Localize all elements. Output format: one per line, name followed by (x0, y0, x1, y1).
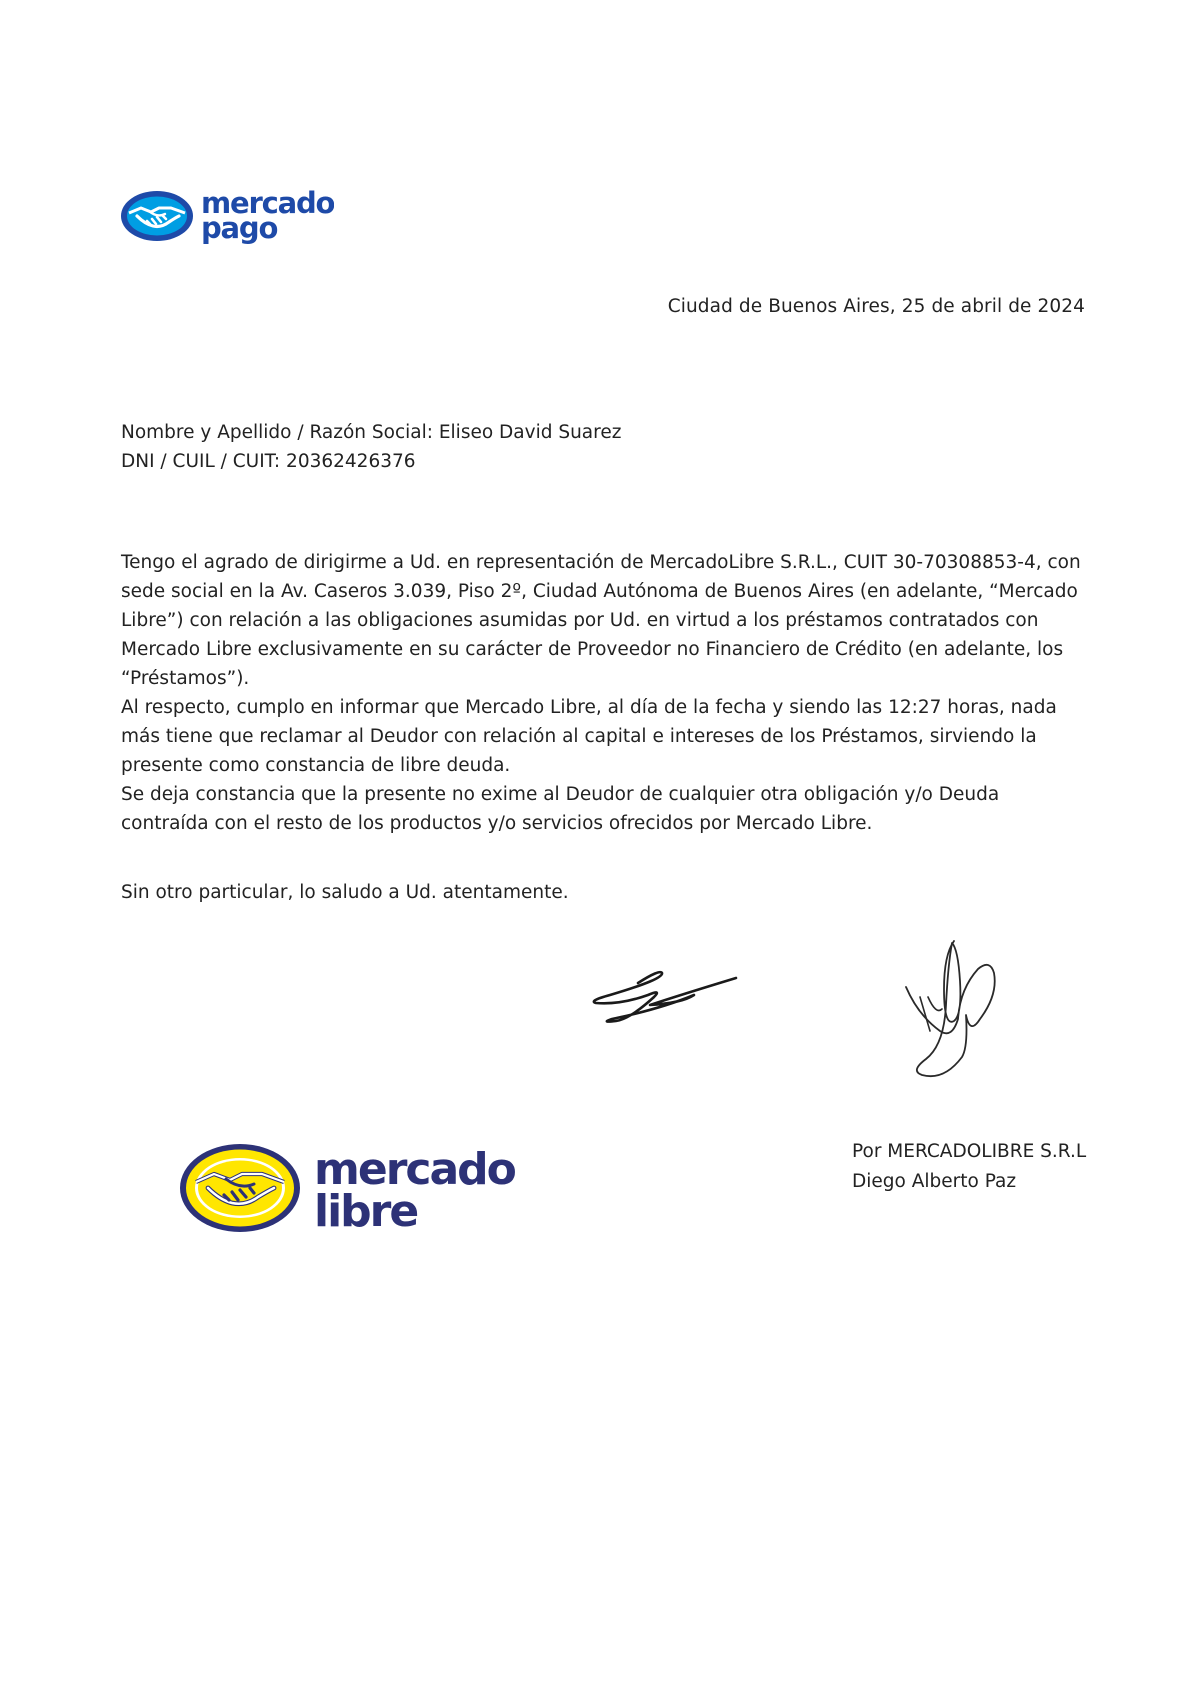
signatory-company: Por MERCADOLIBRE S.R.L (852, 1141, 1087, 1162)
recipient-block (121, 418, 621, 476)
logo-word-pago: pago (201, 211, 278, 245)
recipient-name: Nombre y Apellido / Razón Social: Eliseo David Suarez (121, 422, 622, 443)
body-paragraph-2: Al respecto, cumplo en informar que Mercado Libre, al día de la fecha y siendo las 12:27 horas, nada más tiene que reclamar al Deudor con relación al capital e intereses de los Préstamos, sirviendo la presente como constancia de libre deuda. (121, 697, 1057, 776)
logo-word-libre: libre (314, 1186, 418, 1235)
handshake-icon (121, 191, 193, 241)
signature-right (900, 935, 1010, 1080)
signatory-name: Diego Alberto Paz (852, 1171, 1017, 1192)
mercado-pago-logo (119, 186, 334, 246)
handshake-icon (180, 1144, 300, 1232)
recipient-id: DNI / CUIL / CUIT: 20362426376 (121, 451, 416, 472)
body-paragraph-3: Se deja constancia que la presente no exime al Deudor de cualquier otra obligación y/o Deuda contraída con el resto de los productos y/o servicios ofrecidos por Mercado Libre. (121, 784, 1000, 834)
document-date: Ciudad de Buenos Aires, 25 de abril de 2024 (667, 296, 1085, 317)
logo-word-mercado: mercado (314, 1144, 515, 1195)
closing-line: Sin otro particular, lo saludo a Ud. atentamente. (121, 882, 569, 903)
letter-body (121, 548, 1085, 838)
body-paragraph-1: Tengo el agrado de dirigirme a Ud. en representación de MercadoLibre S.R.L., CUIT 30-70308853-4, con sede social en la Av. Caseros 3.039, Piso 2º, Ciudad Autónoma de Buenos Aires (en adelante, “Mercado Libre”) con relación a las obligaciones asumidas por Ud. en virtud a los préstamos contratados con Mercado Libre exclusivamente en su carácter de Proveedor no Financiero de Crédito (en adelante, los “Préstamos”). (121, 552, 1081, 689)
signature-left (590, 965, 750, 1030)
mercado-libre-logo (178, 1140, 523, 1235)
signatory-block (852, 1137, 1086, 1197)
logo-word-mercado: mercado (201, 186, 334, 220)
